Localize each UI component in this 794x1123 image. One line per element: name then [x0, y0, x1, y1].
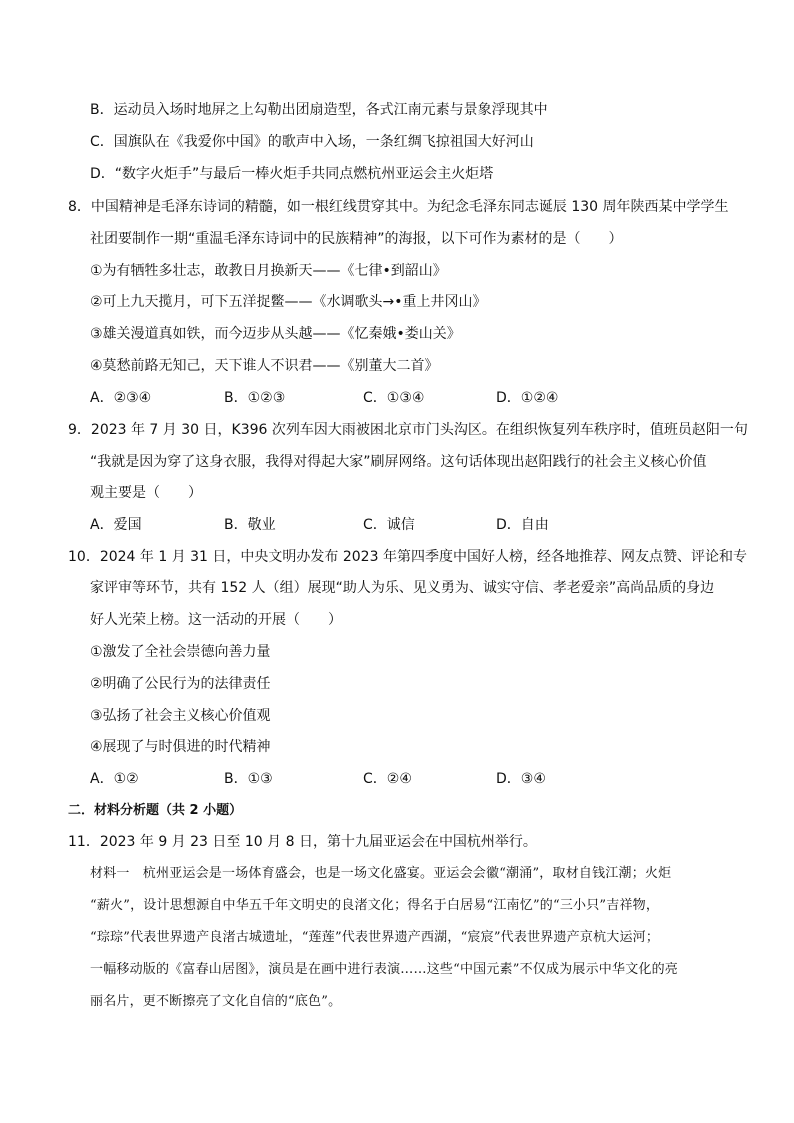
q10-stem-line3: 好人光荣上榜。这一活动的开展（ ）	[90, 612, 342, 628]
q11-stem: 11．2023 年 9 月 23 日至 10 月 8 日，第十九届亚运会在中国杭州举行。	[68, 834, 537, 850]
q8-stem-line2: 社团要制作一期“重温毛泽东诗词中的民族精神”的海报，以下可作为素材的是（ ）	[90, 231, 623, 247]
q7-option-d: D．“数字火炬手”与最后一棒火炬手共同点燃杭州亚运会主火炬塔	[90, 166, 494, 182]
q10-item-4: ④展现了与时俱进的时代精神	[90, 739, 271, 755]
q10-stem-line2: 家评审等环节，共有 152 人（组）展现“助人为乐、见义勇为、诚实守信、孝老爱亲”高尚品质的身边	[90, 580, 715, 596]
q9-option-c[interactable]: C．诚信	[363, 517, 415, 533]
q10-item-3: ③弘扬了社会主义核心价值观	[90, 708, 271, 724]
q9-stem-line3: 观主要是（ ）	[90, 485, 202, 501]
q9-options	[0, 515, 794, 535]
q11-material-line1: 材料一 杭州亚运会是一场体育盛会，也是一场文化盛宴。亚运会会徽“潮涌”，取材自钱江潮；火炬	[90, 866, 672, 881]
q8-option-b[interactable]: B．①②③	[224, 390, 286, 406]
q8-item-3: ③雄关漫道真如铁，而今迈步从头越——《忆秦娥•娄山关》	[90, 326, 461, 342]
q10-option-c[interactable]: C．②④	[363, 771, 412, 787]
q9-option-b[interactable]: B．敬业	[224, 517, 276, 533]
q8-option-a[interactable]: A．②③④	[90, 390, 152, 406]
q8-options	[0, 388, 794, 408]
q8-item-2: ②可上九天揽月，可下五洋捉鳖——《水调歌头→•重上井冈山》	[90, 294, 487, 310]
q10-option-b[interactable]: B．①③	[224, 771, 273, 787]
q10-item-1: ①激发了全社会崇德向善力量	[90, 644, 271, 660]
q10-option-d[interactable]: D．③④	[496, 771, 546, 787]
q10-stem-line1: 10．2024 年 1 月 31 日，中央文明办发布 2023 年第四季度中国好人榜，经各地推荐、网友点赞、评论和专	[68, 549, 747, 565]
q8-item-1: ①为有牺牲多壮志，敢教日月换新天——《七律•到韶山》	[90, 263, 447, 279]
q7-option-b: B．运动员入场时地屏之上勾勒出团扇造型，各式江南元素与景象浮现其中	[90, 102, 548, 118]
q11-material-line5: 丽名片，更不断擦亮了文化自信的“底色”。	[90, 994, 342, 1009]
q10-options	[0, 769, 794, 789]
q8-option-c[interactable]: C．①③④	[363, 390, 425, 406]
q7-option-c: C．国旗队在《我爱你中国》的歌声中入场，一条红绸飞掠祖国大好河山	[90, 134, 534, 150]
q9-stem-line2: “我就是因为穿了这身衣服，我得对得起大家”刷屏网络。这句话体现出赵阳践行的社会主义核心价值	[90, 454, 707, 470]
q8-option-d[interactable]: D．①②④	[496, 390, 559, 406]
q9-option-a[interactable]: A．爱国	[90, 517, 142, 533]
section-heading: 二．材料分析题（共 2 小题）	[68, 803, 243, 818]
q10-item-2: ②明确了公民行为的法律责任	[90, 676, 271, 692]
q10-option-a[interactable]: A．①②	[90, 771, 139, 787]
q11-material-line4: 一幅移动版的《富春山居图》，演员是在画中进行表演……这些“中国元素”不仅成为展示中华文化的亮	[90, 962, 678, 977]
q11-material-line2: “薪火”，设计思想源自中华五千年文明史的良渚文化；得名于白居易“江南忆”的“三小只”吉祥物，	[90, 898, 660, 913]
q9-option-d[interactable]: D．自由	[496, 517, 549, 533]
q8-stem-line1: 8．中国精神是毛泽东诗词的精髓，如一根红线贯穿其中。为纪念毛泽东同志诞辰 130 周年陕西某中学学生	[68, 199, 729, 215]
q9-stem-line1: 9．2023 年 7 月 30 日，K396 次列车因大雨被困北京市门头沟区。在组织恢复列车秩序时，值班员赵阳一句	[68, 422, 748, 438]
q8-item-4: ④莫愁前路无知己，天下谁人不识君——《别董大二首》	[90, 358, 439, 374]
q11-material-line3: “琮琮”代表世界遗产良渚古城遗址，“莲莲”代表世界遗产西湖，“宸宸”代表世界遗产京杭大运河；	[90, 930, 660, 945]
